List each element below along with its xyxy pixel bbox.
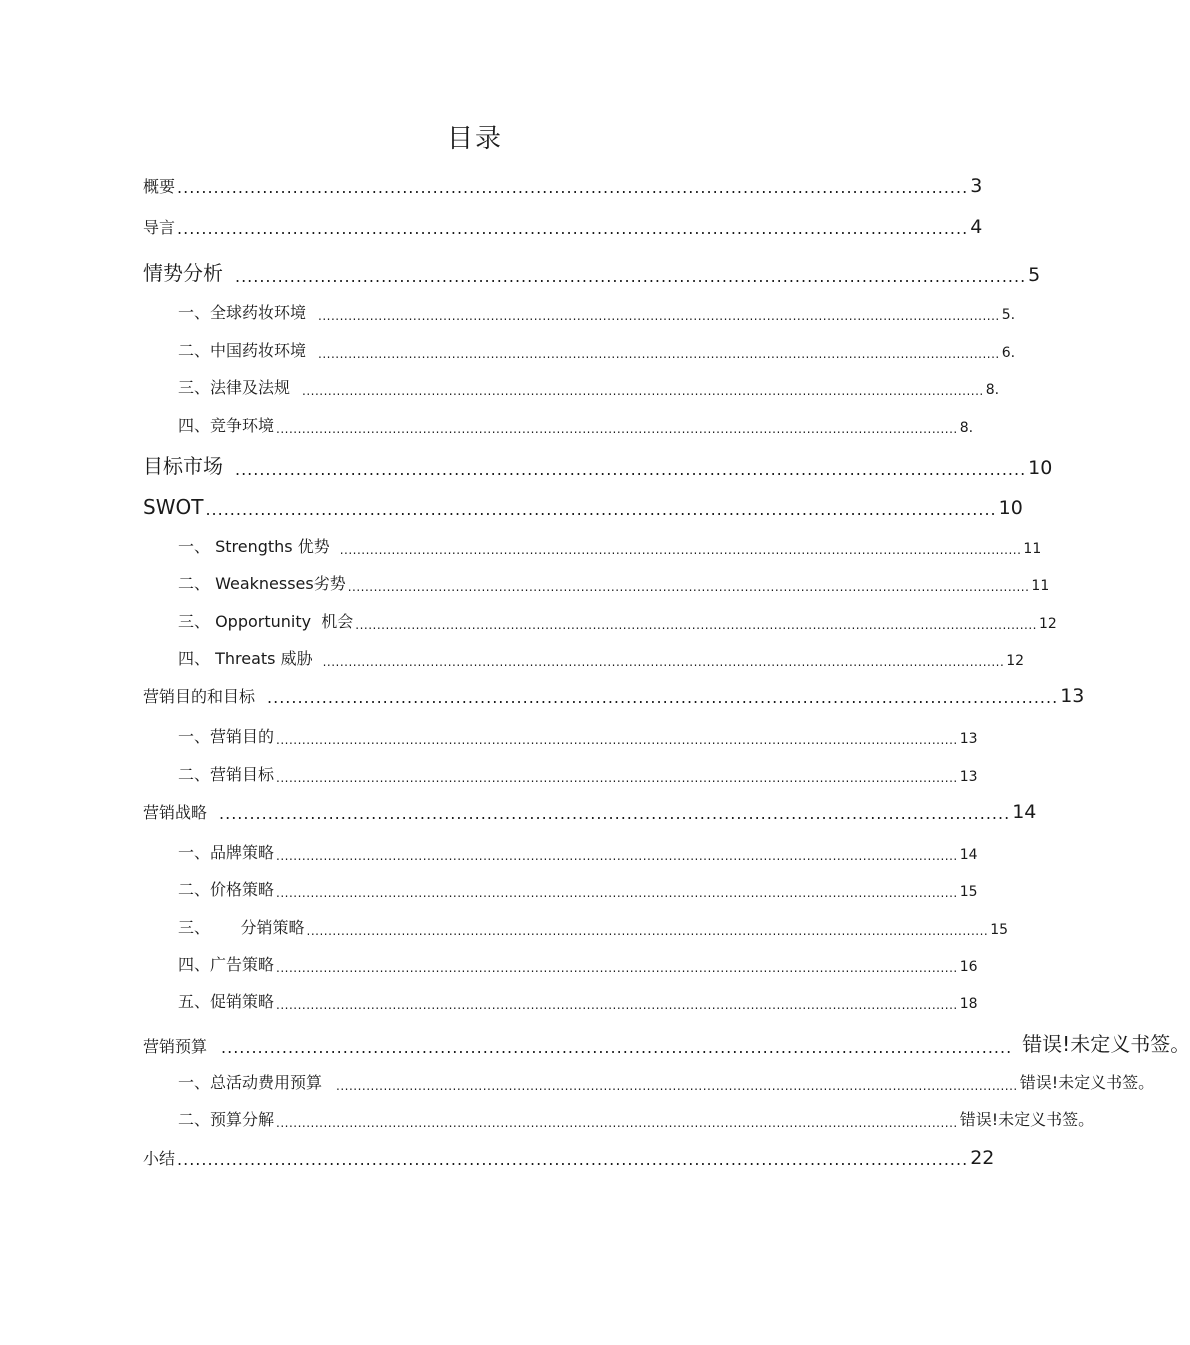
toc-entry-label: 三、法律及法规 (178, 378, 291, 397)
toc-entry-label: 二、中国药妆环境 (178, 341, 307, 360)
toc-entry-label: 二、营销目标 (178, 765, 275, 784)
toc-entry[interactable] (178, 762, 978, 785)
toc-entry[interactable] (143, 450, 1053, 479)
toc-entry-label: 四、广告策略 (178, 955, 275, 974)
toc-entry-label: SWOT (143, 495, 204, 519)
toc-leader-dots: .............................................................................................................................................................. (318, 347, 1000, 361)
toc-entry-page: 14 (1012, 801, 1037, 823)
toc-entry-label: 营销预算 (143, 1037, 208, 1056)
toc-entry[interactable] (178, 877, 978, 900)
toc-entry[interactable] (178, 646, 1025, 669)
toc-entry-page: 22 (970, 1147, 995, 1169)
toc-leader-dots: .................................................................................................................................. (177, 219, 969, 238)
toc-entry-label: 情势分析 (143, 261, 223, 285)
toc-entry[interactable] (178, 300, 1016, 323)
toc-entry-label: 四、竞争环境 (178, 416, 275, 435)
toc-entry[interactable] (178, 338, 1016, 361)
toc-entry[interactable] (178, 571, 1050, 594)
toc-entry-label: 目标市场 (143, 454, 223, 478)
toc-leader-dots: .............................................................................................................................................................. (347, 580, 1030, 594)
toc-entry-label: 营销战略 (143, 803, 208, 822)
toc-entry-label: 三、 分销策略 (178, 918, 305, 937)
toc-entry-label: 一、 Strengths 优势 (178, 537, 330, 556)
toc-entry-page: 8. (959, 420, 974, 436)
toc-entry-page: 4 (970, 216, 983, 238)
toc-entry[interactable] (178, 1070, 1155, 1093)
toc-leader-dots: .............................................................................................................................................................. (339, 543, 1022, 557)
toc-leader-dots: .............................................................................................................................................................. (276, 771, 958, 785)
toc-entry[interactable] (143, 215, 983, 238)
toc-entry-page: 15 (959, 884, 978, 900)
toc-entry-page: 10 (1028, 457, 1053, 479)
toc-leader-dots: .................................................................................................................................. (235, 460, 1027, 479)
toc-entry-page: 5 (1028, 264, 1041, 286)
toc-entry-label: 一、全球药妆环境 (178, 303, 307, 322)
toc-entry[interactable] (143, 495, 1023, 519)
toc-leader-dots: .............................................................................................................................................................. (276, 733, 958, 747)
toc-leader-dots: .............................................................................................................................................................. (276, 849, 958, 863)
toc-entry-label: 四、 Threats 威胁 (178, 649, 313, 668)
toc-entry-label: 一、品牌策略 (178, 843, 275, 862)
toc-leader-dots: .............................................................................................................................................................. (276, 998, 958, 1012)
toc-leader-dots: .................................................................................................................................. (267, 688, 1059, 707)
toc-leader-dots: .............................................................................................................................................................. (302, 384, 984, 398)
toc-entry-page: 11 (1031, 578, 1050, 594)
page-title: 目录 (446, 124, 503, 154)
toc-entry-label: 二、预算分解 (178, 1110, 275, 1129)
toc-entry-page: 13 (959, 731, 978, 747)
toc-entry[interactable] (178, 1107, 1095, 1130)
toc-leader-dots: .............................................................................................................................................................. (318, 309, 1000, 323)
toc-leader-dots: .................................................................................................................................. (205, 500, 997, 519)
toc-entry[interactable] (143, 174, 983, 197)
toc-entry-page: 12 (1006, 653, 1025, 669)
toc-entry-label: 二、价格策略 (178, 880, 275, 899)
toc-entry-label: 小结 (143, 1149, 176, 1168)
toc-entry-page: 14 (959, 847, 978, 863)
toc-entry-label: 营销目的和目标 (143, 687, 256, 706)
toc-entry-label: 二、 Weaknesses劣势 (178, 574, 346, 593)
toc-leader-dots: .................................................................................................................................. (177, 178, 969, 197)
toc-entry[interactable] (178, 952, 978, 975)
toc-entry-page: 10 (998, 497, 1023, 519)
toc-entry[interactable] (178, 840, 978, 863)
toc-leader-dots: .................................................................................................................................. (235, 267, 1027, 286)
toc-leader-dots: .............................................................................................................................................................. (355, 618, 1037, 632)
toc-entry-page: 15 (990, 922, 1009, 938)
toc-entry[interactable] (178, 724, 978, 747)
toc-entry-page: 13 (959, 769, 978, 785)
toc-leader-dots: .............................................................................................................................................................. (276, 961, 958, 975)
toc-entry-page: 18 (959, 996, 978, 1012)
toc-entry-page: 错误!未定义书签。 (959, 1110, 1095, 1129)
toc-entry[interactable] (143, 257, 1041, 286)
toc-entry-page: 13 (1060, 685, 1085, 707)
toc-entry-page: 3 (970, 175, 983, 197)
toc-leader-dots: .............................................................................................................................................................. (306, 924, 989, 938)
toc-entry-page: 16 (959, 959, 978, 975)
toc-leader-dots: .............................................................................................................................................................. (336, 1079, 1018, 1093)
toc-entry[interactable] (178, 534, 1042, 557)
toc-entry[interactable] (143, 684, 1085, 707)
toc-entry[interactable] (178, 609, 1057, 632)
toc-leader-dots: .............................................................................................................................................................. (322, 655, 1005, 669)
toc-entry-label: 概要 (143, 177, 176, 196)
toc-entry[interactable] (143, 800, 1037, 823)
toc-entry-label: 一、总活动费用预算 (178, 1073, 323, 1092)
toc-entry[interactable] (178, 413, 974, 436)
toc-leader-dots: .................................................................................................................................. (177, 1150, 969, 1169)
toc-leader-dots: .............................................................................................................................................................. (276, 886, 958, 900)
toc-entry[interactable] (143, 1146, 995, 1169)
toc-entry-page: 8. (985, 382, 1000, 398)
toc-entry[interactable] (178, 989, 978, 1012)
toc-entry[interactable] (178, 375, 1000, 398)
toc-entry-page: 11 (1023, 541, 1042, 557)
toc-entry-page: 5. (1001, 307, 1016, 323)
toc-entry[interactable] (143, 1028, 1190, 1057)
toc-entry-label: 五、促销策略 (178, 992, 275, 1011)
toc-leader-dots: .............................................................................................................................................................. (276, 422, 958, 436)
toc-entry-page: 错误!未定义书签。 (1022, 1032, 1190, 1056)
toc-leader-dots: .................................................................................................................................. (221, 1038, 1013, 1057)
toc-entry-page: 错误!未定义书签。 (1019, 1073, 1155, 1092)
toc-entry-label: 一、营销目的 (178, 727, 275, 746)
toc-entry-label: 三、 Opportunity 机会 (178, 612, 354, 631)
toc-entry[interactable] (178, 915, 1009, 938)
toc-leader-dots: .............................................................................................................................................................. (276, 1116, 958, 1130)
toc-entry-label: 导言 (143, 218, 176, 237)
toc-leader-dots: .................................................................................................................................. (219, 804, 1011, 823)
toc-entry-page: 6. (1001, 345, 1016, 361)
toc-entry-page: 12 (1038, 616, 1057, 632)
